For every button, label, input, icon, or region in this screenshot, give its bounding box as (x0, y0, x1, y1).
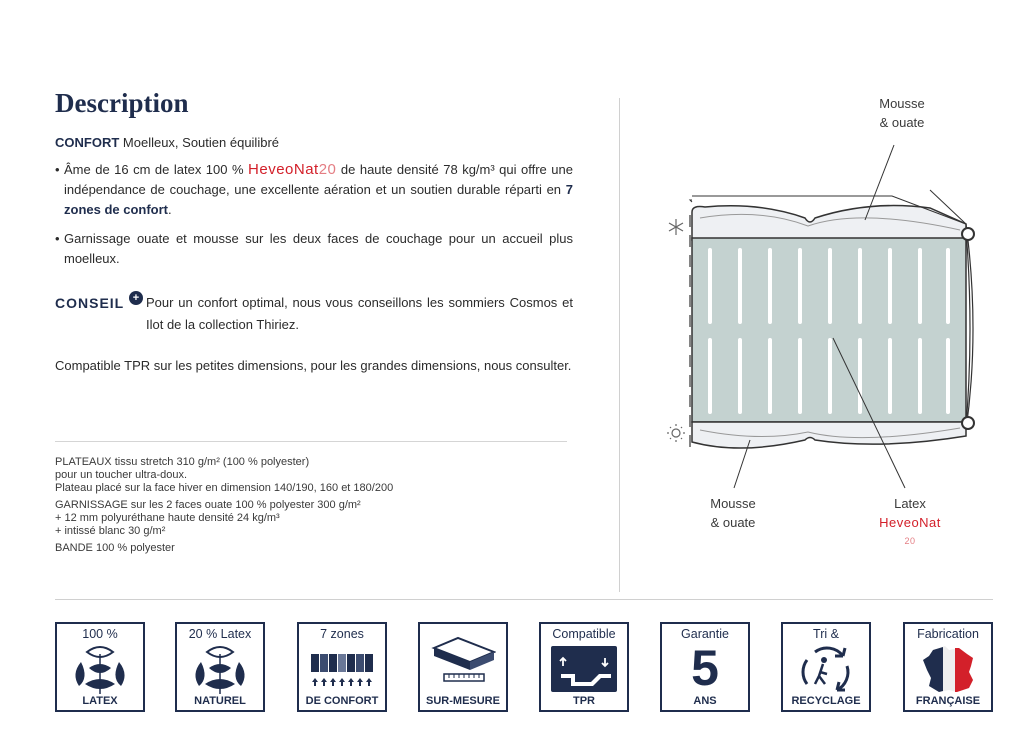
badge-sur-mesure: SUR-MESURE (418, 622, 508, 712)
mattress-diagram (630, 90, 1010, 560)
spec-garnissage: GARNISSAGE sur les 2 faces ouate 100 % polyester 300 g/m² + 12 mm polyuréthane haute densité 24 kg/m³ + intissé blanc 30 g/m² (55, 499, 361, 537)
sun-icon (667, 424, 685, 442)
badge-latex: 100 % LATEX (55, 622, 145, 712)
label-bottom-mousse: Mousse & ouate (710, 496, 756, 530)
latex-leaf-icon (187, 644, 253, 694)
advice-text: Pour un confort optimal, nous vous conseillons les sommiers Cosmos et Ilot de la collection Thiriez. (146, 295, 573, 332)
compatibility-note: Compatible TPR sur les petites dimensions, pour les grandes dimensions, nous consulter. (55, 358, 572, 373)
tpr-bed-icon (543, 644, 625, 694)
mattress-cross-section (630, 90, 1010, 560)
label-latex: Latex HeveoNat 20 (840, 494, 980, 551)
recycle-icon (793, 644, 859, 694)
feature-list (55, 160, 573, 278)
bullet-dot: • (55, 231, 60, 246)
section-title: Description (55, 88, 189, 118)
advice-block (55, 292, 573, 336)
snowflake-icon (669, 219, 683, 235)
vertical-divider (619, 98, 620, 592)
mattress-ruler-icon (430, 634, 496, 684)
advice-label: CONSEIL + (55, 292, 146, 336)
divider (55, 599, 993, 600)
comfort-value: Moelleux, Soutien équilibré (122, 135, 280, 150)
label-top-mousse: Mousse & ouate (879, 96, 925, 130)
heveonat-brand: HeveoNat 20 (879, 515, 941, 546)
spec-plateaux: PLATEAUX tissu stretch 310 g/m² (100 % polyester) pour un toucher ultra-doux. Plateau placé sur la face hiver en dimension 140/190, 160 et 180/200 (55, 456, 394, 494)
feature-text: Garnissage ouate et mousse sur les deux faces de couchage pour un accueil plus moelleux. (64, 231, 573, 266)
divider (55, 441, 567, 442)
feature-item (55, 160, 573, 220)
comfort-label: CONFORT (55, 135, 120, 150)
badge-recyclage: Tri & RECYCLAGE (781, 622, 871, 712)
bullet-dot: • (55, 162, 60, 177)
comfort-line (55, 135, 279, 150)
zones-icon (309, 644, 375, 694)
warranty-years: 5 (691, 640, 719, 696)
heveonat-brand: HeveoNat20 (248, 161, 337, 178)
feature-item (55, 229, 573, 269)
plus-icon: + (129, 291, 143, 305)
france-flag-icon (915, 644, 981, 694)
feature-text: Âme de 16 cm de latex 100 % HeveoNat20 de haute densité 78 kg/m³ qui offre une indépendance de couchage, une excellente aération et un soutien durable réparti en 7 zones de confort. (64, 161, 573, 217)
badge-row (55, 622, 995, 712)
badge-7-zones: 7 zones DE CONFORT (297, 622, 387, 712)
badge-naturel: 20 % Latex NATUREL (175, 622, 265, 712)
badge-tpr: Compatible TPR (539, 622, 629, 712)
spec-bande: BANDE 100 % polyester (55, 542, 175, 554)
badge-fabrication-francaise: Fabrication FRANÇAISE (903, 622, 993, 712)
badge-garantie: Garantie 5 ANS (660, 622, 750, 712)
specifications (55, 456, 393, 559)
latex-leaf-icon (67, 644, 133, 694)
